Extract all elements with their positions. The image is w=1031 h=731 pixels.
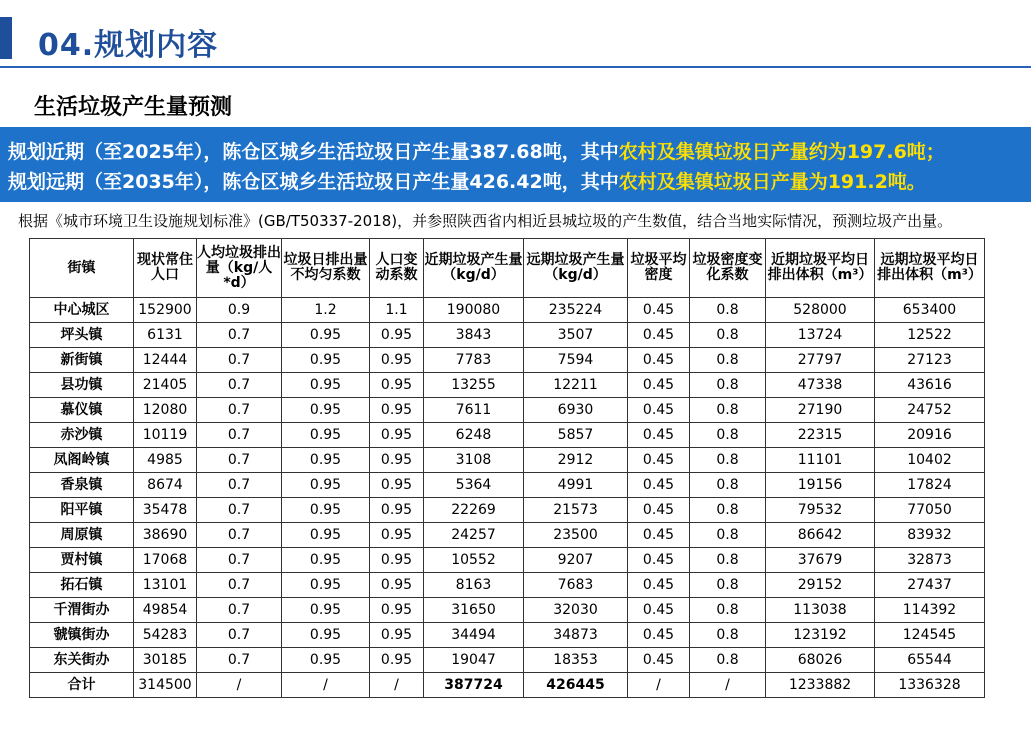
table-cell: 21573	[524, 498, 628, 523]
table-cell: 0.8	[690, 573, 766, 598]
total-label-cell: 合计	[30, 673, 134, 698]
table-cell: 86642	[766, 523, 875, 548]
town-name-cell: 慕仪镇	[30, 398, 134, 423]
table-cell: 0.45	[628, 573, 690, 598]
table-row	[30, 323, 985, 348]
table-cell: 7783	[424, 348, 524, 373]
banner-line-far-text: 规划远期（至2035年），陈仓区城乡生活垃圾日产生量426.42吨，其中	[8, 171, 619, 193]
column-header: 远期垃圾平均日排出体积（m³）	[875, 239, 985, 298]
table-cell: 0.45	[628, 598, 690, 623]
header-divider	[0, 66, 1031, 68]
table-row	[30, 348, 985, 373]
banner-line-near-highlight: 农村及集镇垃圾日产量约为197.6吨；	[618, 141, 945, 163]
table-cell: 0.45	[628, 298, 690, 323]
table-cell: 0.95	[370, 598, 424, 623]
table-cell: 27190	[766, 398, 875, 423]
table-cell: 13724	[766, 323, 875, 348]
section-title: 04.规划内容	[38, 28, 219, 63]
table-cell: 235224	[524, 298, 628, 323]
table-cell: 0.8	[690, 473, 766, 498]
table-row	[30, 448, 985, 473]
table-cell: 6248	[424, 423, 524, 448]
table-cell: 38690	[134, 523, 197, 548]
total-cell: 426445	[524, 673, 628, 698]
table-cell: 19047	[424, 648, 524, 673]
table-cell: 0.8	[690, 523, 766, 548]
table-cell: 5857	[524, 423, 628, 448]
table-cell: 0.8	[690, 348, 766, 373]
table-body	[30, 298, 985, 698]
table-cell: 1.1	[370, 298, 424, 323]
table-cell: 2912	[524, 448, 628, 473]
header-accent-bar	[0, 17, 12, 59]
table-cell: 34873	[524, 623, 628, 648]
table-cell: 19156	[766, 473, 875, 498]
town-name-cell: 中心城区	[30, 298, 134, 323]
table-cell: 0.7	[197, 623, 282, 648]
table-cell: 27797	[766, 348, 875, 373]
table-cell: 0.95	[370, 523, 424, 548]
table-total-row	[30, 673, 985, 698]
table-cell: 6131	[134, 323, 197, 348]
table-cell: 0.8	[690, 498, 766, 523]
table-cell: 77050	[875, 498, 985, 523]
column-header: 人均垃圾排出量（kg/人*d）	[197, 239, 282, 298]
table-cell: 32873	[875, 548, 985, 573]
town-name-cell: 拓石镇	[30, 573, 134, 598]
table-cell: 113038	[766, 598, 875, 623]
table-cell: 13101	[134, 573, 197, 598]
table-cell: 0.95	[370, 373, 424, 398]
table-cell: 23500	[524, 523, 628, 548]
table-cell: 0.95	[282, 573, 370, 598]
table-row	[30, 398, 985, 423]
column-header: 近期垃圾产生量（kg/d）	[424, 239, 524, 298]
table-cell: 8163	[424, 573, 524, 598]
table-cell: 0.45	[628, 548, 690, 573]
table-cell: 12211	[524, 373, 628, 398]
table-cell: 3507	[524, 323, 628, 348]
town-name-cell: 阳平镇	[30, 498, 134, 523]
table-header-row	[30, 239, 985, 298]
banner-line-far-highlight: 农村及集镇垃圾日产量为191.2吨。	[618, 171, 926, 193]
town-name-cell: 坪头镇	[30, 323, 134, 348]
table-cell: 12522	[875, 323, 985, 348]
table-row	[30, 523, 985, 548]
table-cell: 0.45	[628, 323, 690, 348]
town-name-cell: 东关街办	[30, 648, 134, 673]
table-cell: 0.95	[282, 423, 370, 448]
table-cell: 0.45	[628, 448, 690, 473]
table-cell: 0.7	[197, 548, 282, 573]
table-cell: 0.7	[197, 523, 282, 548]
table-cell: 30185	[134, 648, 197, 673]
banner-line-far	[8, 167, 926, 194]
table-cell: 0.95	[370, 648, 424, 673]
table-cell: 0.7	[197, 473, 282, 498]
table-cell: 0.95	[282, 598, 370, 623]
town-name-cell: 虢镇街办	[30, 623, 134, 648]
table-cell: 17824	[875, 473, 985, 498]
table-cell: 21405	[134, 373, 197, 398]
table-cell: 0.95	[370, 448, 424, 473]
table-cell: 0.8	[690, 648, 766, 673]
column-header: 近期垃圾平均日排出体积（m³）	[766, 239, 875, 298]
table-cell: 0.8	[690, 598, 766, 623]
table-cell: 3108	[424, 448, 524, 473]
table-cell: 0.7	[197, 498, 282, 523]
table-cell: 0.95	[282, 398, 370, 423]
table-cell: 31650	[424, 598, 524, 623]
table-cell: 7594	[524, 348, 628, 373]
table-row	[30, 548, 985, 573]
table-cell: 0.95	[282, 448, 370, 473]
table-row	[30, 498, 985, 523]
town-name-cell: 县功镇	[30, 373, 134, 398]
table-cell: 0.8	[690, 323, 766, 348]
table-cell: 0.7	[197, 398, 282, 423]
table-cell: 17068	[134, 548, 197, 573]
table-cell: 0.8	[690, 398, 766, 423]
table-cell: 0.7	[197, 448, 282, 473]
table-cell: 7611	[424, 398, 524, 423]
table-cell: 54283	[134, 623, 197, 648]
town-name-cell: 赤沙镇	[30, 423, 134, 448]
table-row	[30, 648, 985, 673]
column-header: 垃圾平均密度	[628, 239, 690, 298]
table-cell: 0.95	[282, 548, 370, 573]
table-cell: 29152	[766, 573, 875, 598]
table-cell: 0.7	[197, 423, 282, 448]
town-name-cell: 凤阁岭镇	[30, 448, 134, 473]
table-cell: 12444	[134, 348, 197, 373]
table-cell: 152900	[134, 298, 197, 323]
column-header: 远期垃圾产生量（kg/d）	[524, 239, 628, 298]
table-cell: 3843	[424, 323, 524, 348]
header-bar	[0, 0, 1031, 66]
table-cell: 34494	[424, 623, 524, 648]
table-cell: 10119	[134, 423, 197, 448]
methodology-note: 根据《城市环境卫生设施规划标准》(GB/T50337-2018)，并参照陕西省内相近县城垃圾的产生数值，结合当地实际情况，预测垃圾产出量。	[18, 212, 953, 230]
table-cell: 0.8	[690, 373, 766, 398]
table-cell: 24257	[424, 523, 524, 548]
table-cell: 79532	[766, 498, 875, 523]
banner-line-near	[8, 137, 945, 164]
table-cell: 6930	[524, 398, 628, 423]
table-row	[30, 573, 985, 598]
table-cell: 35478	[134, 498, 197, 523]
table-cell: 0.95	[370, 498, 424, 523]
table-row	[30, 473, 985, 498]
table-cell: 0.95	[370, 548, 424, 573]
table-cell: 528000	[766, 298, 875, 323]
column-header: 垃圾日排出量不均匀系数	[282, 239, 370, 298]
table-cell: 5364	[424, 473, 524, 498]
table-cell: 114392	[875, 598, 985, 623]
total-cell: /	[370, 673, 424, 698]
table-cell: 0.7	[197, 648, 282, 673]
table-cell: 22269	[424, 498, 524, 523]
table-cell: 0.45	[628, 648, 690, 673]
table-cell: 65544	[875, 648, 985, 673]
table-cell: 7683	[524, 573, 628, 598]
column-header: 现状常住人口	[134, 239, 197, 298]
town-name-cell: 香泉镇	[30, 473, 134, 498]
table-cell: 190080	[424, 298, 524, 323]
column-header: 街镇	[30, 239, 134, 298]
table-cell: 653400	[875, 298, 985, 323]
table-cell: 0.95	[370, 573, 424, 598]
table-cell: 0.95	[370, 398, 424, 423]
table-cell: 0.45	[628, 498, 690, 523]
total-cell: 1336328	[875, 673, 985, 698]
total-cell: 314500	[134, 673, 197, 698]
table-cell: 20916	[875, 423, 985, 448]
table-cell: 0.8	[690, 448, 766, 473]
table-cell: 0.45	[628, 348, 690, 373]
table-cell: 0.95	[282, 348, 370, 373]
table-cell: 1.2	[282, 298, 370, 323]
total-cell: /	[690, 673, 766, 698]
table-cell: 10402	[875, 448, 985, 473]
table-cell: 32030	[524, 598, 628, 623]
table-cell: 43616	[875, 373, 985, 398]
table-row	[30, 373, 985, 398]
table-cell: 0.45	[628, 523, 690, 548]
table-cell: 0.95	[370, 623, 424, 648]
waste-forecast-table	[29, 238, 985, 698]
total-cell: 387724	[424, 673, 524, 698]
total-cell: 1233882	[766, 673, 875, 698]
table-cell: 8674	[134, 473, 197, 498]
table-cell: 0.8	[690, 623, 766, 648]
column-header: 垃圾密度变化系数	[690, 239, 766, 298]
table-row	[30, 298, 985, 323]
table-cell: 0.95	[282, 323, 370, 348]
table-cell: 0.7	[197, 373, 282, 398]
column-header: 人口变动系数	[370, 239, 424, 298]
table-cell: 0.95	[282, 373, 370, 398]
table-cell: 68026	[766, 648, 875, 673]
table-cell: 83932	[875, 523, 985, 548]
town-name-cell: 贾村镇	[30, 548, 134, 573]
table-cell: 0.95	[282, 623, 370, 648]
town-name-cell: 周原镇	[30, 523, 134, 548]
table-cell: 0.7	[197, 323, 282, 348]
town-name-cell: 千渭街办	[30, 598, 134, 623]
page-subtitle: 生活垃圾产生量预测	[34, 95, 233, 120]
table-cell: 0.45	[628, 398, 690, 423]
table-cell: 0.45	[628, 623, 690, 648]
table-cell: 12080	[134, 398, 197, 423]
total-cell: /	[197, 673, 282, 698]
table-cell: 0.95	[282, 473, 370, 498]
table-cell: 24752	[875, 398, 985, 423]
table-cell: 0.95	[282, 523, 370, 548]
table-cell: 124545	[875, 623, 985, 648]
total-cell: /	[628, 673, 690, 698]
summary-banner	[0, 127, 1031, 202]
table-cell: 0.45	[628, 473, 690, 498]
table-cell: 13255	[424, 373, 524, 398]
table-cell: 0.9	[197, 298, 282, 323]
table-cell: 47338	[766, 373, 875, 398]
table-cell: 27123	[875, 348, 985, 373]
table-cell: 9207	[524, 548, 628, 573]
total-cell: /	[282, 673, 370, 698]
table-cell: 0.7	[197, 598, 282, 623]
table-cell: 123192	[766, 623, 875, 648]
table-cell: 0.95	[282, 648, 370, 673]
table-cell: 49854	[134, 598, 197, 623]
table-cell: 0.45	[628, 373, 690, 398]
table-cell: 22315	[766, 423, 875, 448]
table-cell: 0.7	[197, 573, 282, 598]
table-cell: 0.95	[370, 348, 424, 373]
table-cell: 10552	[424, 548, 524, 573]
table-cell: 18353	[524, 648, 628, 673]
table-cell: 0.45	[628, 423, 690, 448]
table-cell: 0.8	[690, 548, 766, 573]
banner-line-near-text: 规划近期（至2025年），陈仓区城乡生活垃圾日产生量387.68吨，其中	[8, 141, 619, 163]
town-name-cell: 新街镇	[30, 348, 134, 373]
table-cell: 0.7	[197, 348, 282, 373]
table-row	[30, 623, 985, 648]
table-row	[30, 598, 985, 623]
table-cell: 0.95	[370, 473, 424, 498]
table-cell: 0.95	[282, 498, 370, 523]
table-cell: 0.8	[690, 298, 766, 323]
table-cell: 0.95	[370, 323, 424, 348]
table-cell: 4991	[524, 473, 628, 498]
table-cell: 4985	[134, 448, 197, 473]
table-cell: 0.95	[370, 423, 424, 448]
table-cell: 37679	[766, 548, 875, 573]
table-cell: 0.8	[690, 423, 766, 448]
table-cell: 11101	[766, 448, 875, 473]
table-cell: 27437	[875, 573, 985, 598]
table-row	[30, 423, 985, 448]
